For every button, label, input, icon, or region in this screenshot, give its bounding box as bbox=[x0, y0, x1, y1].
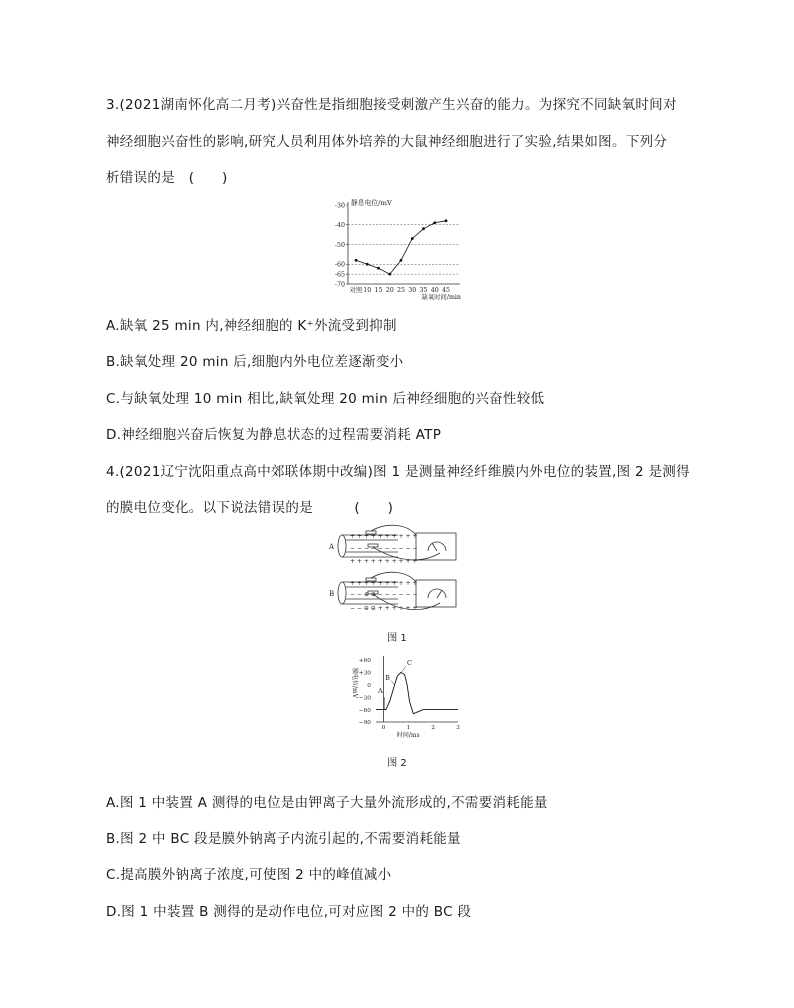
x-tick-label: 30 bbox=[408, 287, 417, 294]
y-tick-label: -30 bbox=[334, 202, 345, 210]
y-tick-label: +60 bbox=[358, 658, 371, 665]
svg-text:+ + + + + + + + + +: + + + + + + + + + + bbox=[350, 533, 418, 540]
q3-stem-line-3: 析错误的是 ( ) bbox=[106, 170, 228, 186]
x-axis-label: 时间/ms bbox=[396, 732, 420, 739]
x-tick-label: 45 bbox=[441, 287, 451, 294]
y-tick-label: -40 bbox=[334, 222, 345, 230]
y-tick-label: +30 bbox=[358, 670, 371, 677]
q3-option-a: A.缺氧 25 min 内,神经细胞的 K⁺外流受到抑制 bbox=[106, 318, 397, 334]
svg-text:+ + + + + + + + + +: + + + + + + + + + + bbox=[350, 580, 418, 587]
q3-option-c: C.与缺氧处理 10 min 相比,缺氧处理 20 min 后神经细胞的兴奋性较低 bbox=[106, 391, 545, 407]
fig1-label-a: A bbox=[329, 543, 335, 551]
y-tick-label: −30 bbox=[358, 695, 371, 702]
x-tick-label: 35 bbox=[419, 287, 428, 294]
y-tick-label: −60 bbox=[358, 707, 371, 714]
fig1-label-b: B bbox=[329, 590, 335, 598]
q3-option-b: B.缺氧处理 20 min 后,细胞内外电位差逐渐变小 bbox=[106, 354, 404, 370]
x-tick-label: 3 bbox=[456, 725, 460, 731]
data-point bbox=[377, 267, 380, 270]
q4-option-b: B.图 2 中 BC 段是膜外钠离子内流引起的,不需要消耗能量 bbox=[106, 831, 461, 847]
x-tick-label: 10 bbox=[363, 287, 372, 294]
y-tick-label: -70 bbox=[334, 281, 345, 289]
membrane-potential-chart bbox=[346, 652, 464, 742]
q4-option-a: A.图 1 中装置 A 测得的电位是由钾离子大量外流形成的,不需要消耗能量 bbox=[106, 795, 548, 811]
q4-stem-line-1: 4.(2021辽宁沈阳重点高中郊联体期中改编)图 1 是测量神经纤维膜内外电位的装置,图 2 是测得 bbox=[106, 464, 690, 480]
x-tick-label: 0 bbox=[381, 725, 386, 731]
data-point bbox=[422, 227, 425, 230]
y-tick-label: -65 bbox=[334, 271, 345, 279]
y-tick-label: -50 bbox=[334, 241, 345, 249]
y-tick-label: −90 bbox=[358, 720, 371, 727]
annotation-a: A bbox=[377, 687, 383, 696]
data-line bbox=[356, 221, 446, 274]
data-point bbox=[388, 273, 391, 276]
annotation-b: B bbox=[385, 673, 390, 682]
svg-text:− − ⊕ ⊕ − − − − − −: − − ⊕ ⊕ − − − − − − bbox=[350, 591, 418, 598]
data-point bbox=[366, 263, 369, 266]
x-tick-label: 40 bbox=[430, 287, 439, 294]
q4-option-c: C.提高膜外钠离子浓度,可使图 2 中的峰值减小 bbox=[106, 867, 392, 883]
data-point bbox=[400, 259, 403, 262]
annotation-line-c bbox=[401, 666, 405, 672]
y-tick-label: -60 bbox=[334, 261, 345, 269]
annotation-line-b bbox=[391, 681, 395, 685]
q4-option-d: D.图 1 中装置 B 测得的是动作电位,可对应图 2 中的 BC 段 bbox=[106, 904, 472, 920]
figure-2-caption: 图 2 bbox=[387, 758, 407, 769]
data-point bbox=[411, 237, 414, 240]
x-tick-label: 对照 bbox=[349, 287, 363, 294]
data-point bbox=[355, 259, 358, 262]
x-tick-label: 25 bbox=[396, 287, 406, 294]
x-tick-label: 20 bbox=[385, 287, 394, 294]
x-tick-label: 15 bbox=[374, 287, 383, 294]
q4-stem-line-2: 的膜电位变化。以下说法错误的是 ( ) bbox=[106, 500, 394, 516]
y-axis-label: 静息电位/mV bbox=[351, 199, 392, 207]
svg-text:− − ⊖ ⊖ + + + + + +: − − ⊖ ⊖ + + + + + + bbox=[350, 605, 418, 612]
q3-option-d: D.神经细胞兴奋后恢复为静息状态的过程需要消耗 ATP bbox=[106, 427, 442, 443]
svg-text:+ + + + + + + + + +: + + + + + + + + + + bbox=[350, 558, 418, 565]
y-axis-label: 膜电位/mV bbox=[351, 668, 358, 699]
q3-stem-line-1: 3.(2021湖南怀化高二月考)兴奋性是指细胞接受刺激产生兴奋的能力。为探究不同缺氧时间对 bbox=[106, 97, 677, 113]
figure-1-caption: 图 1 bbox=[387, 633, 407, 644]
resting-potential-chart bbox=[328, 196, 468, 304]
y-tick-label: 0 bbox=[367, 683, 371, 689]
data-point bbox=[445, 219, 448, 222]
figure-1-apparatus bbox=[328, 523, 468, 617]
q3-stem-line-2: 神经细胞兴奋性的影响,研究人员利用体外培养的大鼠神经细胞进行了实验,结果如图。下列分 bbox=[106, 134, 668, 150]
x-axis-label: 缺氧时间/min bbox=[421, 294, 461, 301]
x-tick-label: 2 bbox=[431, 725, 436, 731]
annotation-c: C bbox=[407, 658, 413, 667]
svg-text:− − − − − − − − − −: − − − − − − − − − − bbox=[350, 545, 418, 552]
data-point bbox=[433, 221, 436, 224]
x-tick-label: 1 bbox=[406, 725, 411, 731]
